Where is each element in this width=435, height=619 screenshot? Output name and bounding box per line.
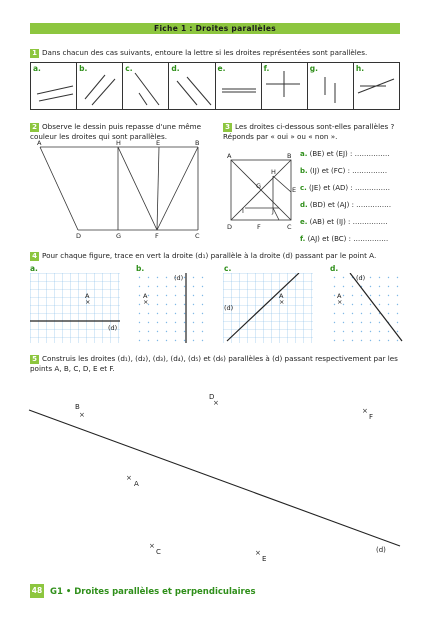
ex2-point-e: E [156,139,161,147]
ex5-number: 5 [30,355,39,364]
ex5-point-a: A [134,480,139,488]
ex4a-line-label: (d) [108,324,118,332]
footer-title: G1 • Droites parallèles et perpendiculaires [50,587,256,597]
ex2-point-d: D [76,232,82,240]
ex5-point-f-cross-icon: × [362,407,368,415]
ex5-point-c-cross-icon: × [149,542,155,550]
ex4b-point-cross-icon: × [143,298,149,306]
ex1-cell-b[interactable] [77,63,123,109]
ex4-label-c: c. [224,264,232,273]
ex3-point-h: H [271,168,276,176]
ex4a-point-cross-icon: × [85,298,91,306]
ex2-figure[interactable] [30,138,215,240]
ex5-point-d-cross-icon: × [213,399,219,407]
ex3-point-d: D [227,223,233,231]
ex5-point-e: E [262,555,267,563]
ex3-question-a[interactable]: a. (BE) et (EJ) : …………… [300,150,390,158]
ex3-point-g: G [256,182,262,190]
ex1-label-g[interactable]: g. [309,64,318,73]
ex3-question-b[interactable]: b. (IJ) et (FC) : …………… [300,167,388,175]
ex5-point-b: B [75,403,80,411]
ex3-point-c: C [287,223,292,231]
ex3-point-j: J [272,207,274,215]
ex1-instruction: 1 Dans chacun des cas suivants, entoure la lettre si les droites représentées sont parallèles. [30,48,405,58]
ex3-question-f[interactable]: f. (AJ) et (BC) : …………… [300,235,389,243]
ex5-figure[interactable] [0,380,435,570]
ex5-point-c: C [156,548,161,556]
ex3-point-i: I [242,207,244,215]
ex5-line-label: (d) [376,546,386,554]
ex5-point-f: F [369,413,374,421]
ex4d-point-label: A [337,292,342,300]
ex4-number: 4 [30,252,39,261]
ex4-figure-d[interactable] [330,273,405,343]
ex1-cell-e[interactable] [216,63,262,109]
ex4a-point-label: A [85,292,90,300]
ex2-point-g: G [116,232,122,240]
ex1-grid [30,62,400,110]
ex1-label-b[interactable]: b. [79,64,88,73]
ex5-point-b-cross-icon: × [79,411,85,419]
ex4d-point-cross-icon: × [337,298,343,306]
ex3-point-e: E [292,186,297,194]
ex2-point-f: F [155,232,159,240]
ex4-figure-c[interactable] [223,273,313,343]
ex3-point-f: F [257,223,261,231]
ex1-cell-a[interactable] [31,63,77,109]
ex3-figure[interactable] [225,150,300,232]
ex3-question-e[interactable]: e. (AB) et (IJ) : …………… [300,218,388,226]
ex4-label-d: d. [330,264,339,273]
page-number: 48 [30,584,44,598]
ex2-point-b: B [195,139,200,147]
ex2-instruction: 2 Observe le dessin puis repasse d'une même couleur les droites qui sont parallèles. [30,122,202,141]
ex1-cell-g[interactable] [308,63,354,109]
ex1-label-a[interactable]: a. [33,64,41,73]
ex5-instruction: 5 Construis les droites (d₁), (d₂), (d₃), (d₄), (d₅) et (d₆) parallèles à (d) passant respectivement par les points A, B, C, D, E et F. [30,354,398,373]
ex3-question-d[interactable]: d. (BD) et (AJ) : …………… [300,201,392,209]
ex4b-point-label: A [143,292,148,300]
ex4b-line-label: (d) [174,274,184,282]
ex4-figure-b[interactable] [135,273,205,343]
ex1-label-f[interactable]: f. [263,64,270,73]
ex4c-point-cross-icon: × [279,298,285,306]
ex2-number: 2 [30,123,39,132]
ex4d-line-label: (d) [356,274,366,282]
ex1-cell-c[interactable] [123,63,169,109]
ex4-instruction: 4 Pour chaque figure, trace en vert la droite (d₁) parallèle à la droite (d) passant par le point A. [30,251,410,261]
page-title: Fiche 1 : Droites parallèles [30,23,400,34]
ex1-label-e[interactable]: e. [217,64,226,73]
ex5-point-a-cross-icon: × [126,474,132,482]
ex5-point-d: D [209,393,215,401]
ex3-point-a: A [227,152,232,160]
ex1-cell-h[interactable] [354,63,399,109]
ex4c-line-label: (d) [224,304,234,312]
ex4-label-a: a. [30,264,38,273]
ex2-point-c: C [195,232,200,240]
ex1-number: 1 [30,49,39,58]
ex4c-point-label: A [279,292,284,300]
ex4-figure-a[interactable] [30,273,120,343]
ex3-point-b: B [287,152,292,160]
ex4-label-b: b. [136,264,145,273]
ex2-point-h: H [116,139,121,147]
ex1-label-c[interactable]: c. [125,64,133,73]
ex3-question-c[interactable]: c. (JE) et (AD) : …………… [300,184,390,192]
ex3-number: 3 [223,123,232,132]
ex1-cell-d[interactable] [169,63,215,109]
ex2-point-a: A [37,139,42,147]
ex1-label-h[interactable]: h. [355,64,365,73]
ex1-cell-f[interactable] [262,63,308,109]
ex3-instruction: 3 Les droites ci-dessous sont-elles parallèles ? Réponds par « oui » ou « non ». [223,122,395,141]
ex5-point-e-cross-icon: × [255,549,261,557]
ex1-label-d[interactable]: d. [171,64,180,73]
